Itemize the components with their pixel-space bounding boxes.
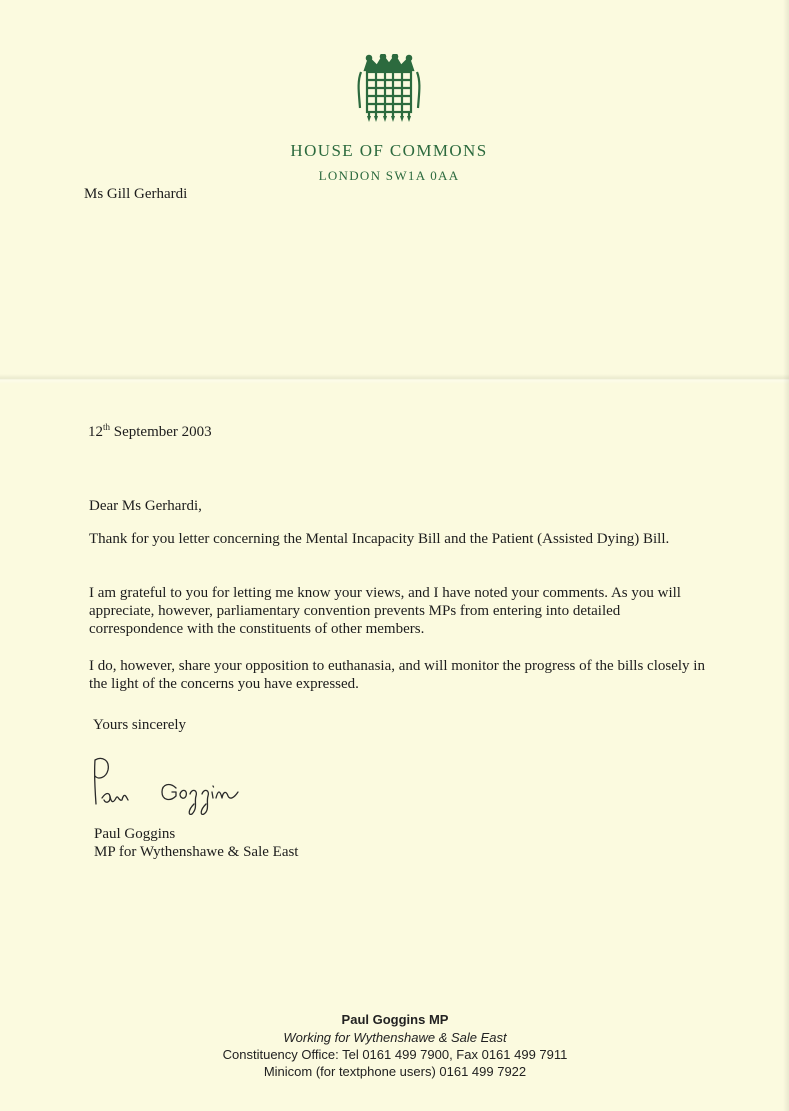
date-day: 12 bbox=[88, 424, 103, 440]
body-paragraph: Thank for you letter concerning the Mental Incapacity Bill and the Patient (Assisted Dying) Bill. bbox=[89, 531, 670, 547]
signatory-name: Paul Goggins bbox=[94, 826, 176, 842]
footer-tagline: Working for Wythenshawe & Sale East bbox=[283, 1030, 507, 1045]
closing: Yours sincerely bbox=[93, 717, 187, 733]
salutation: Dear Ms Gerhardi, bbox=[89, 498, 202, 514]
footer-office-contact: Constituency Office: Tel 0161 499 7900, Fax 0161 499 7911 bbox=[222, 1047, 568, 1062]
body-paragraph: I am grateful to you for letting me know your views, and I have noted your comments. As you will appreciate, however, parliamentary convention prevents MPs from entering into detailed correspondence with the constituents of other members. bbox=[89, 585, 681, 637]
date-rest: September 2003 bbox=[113, 424, 212, 440]
paper-edge-shadow bbox=[783, 0, 789, 1111]
letterhead-address: LONDON SW1A 0AA bbox=[318, 168, 460, 183]
portcullis-icon bbox=[357, 54, 421, 124]
body-paragraph: I do, however, share your opposition to euthanasia, and will monitor the progress of the bills closely in the light of the concerns you have expressed. bbox=[89, 658, 705, 692]
letterhead-institution: HOUSE OF COMMONS bbox=[290, 141, 488, 160]
footer-minicom: Minicom (for textphone users) 0161 499 7922 bbox=[263, 1064, 527, 1079]
date-suffix: th bbox=[103, 422, 111, 432]
footer-name: Paul Goggins MP bbox=[341, 1012, 449, 1027]
recipient-name: Ms Gill Gerhardi bbox=[84, 186, 188, 202]
paper-fold-crease bbox=[0, 374, 789, 384]
letter-date bbox=[88, 424, 212, 441]
handwritten-signature bbox=[88, 752, 278, 822]
signatory-role: MP for Wythenshawe & Sale East bbox=[94, 844, 299, 860]
